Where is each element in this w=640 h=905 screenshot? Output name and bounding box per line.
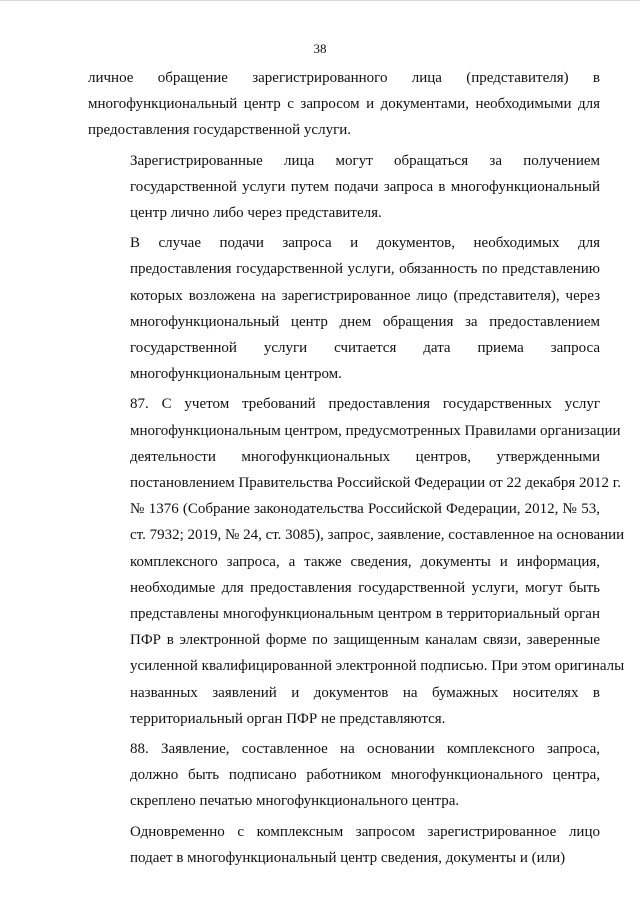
text-line: личное обращение зарегистрированного лица (представителя) в: [88, 70, 600, 86]
text-line: В случае подачи запроса и документов, необходимых для: [130, 235, 600, 252]
text-line: 88. Заявление, составленное на основании комплексного запроса,: [130, 741, 600, 758]
text-line: которых возложена на зарегистрированное лицо (представителя), через: [130, 287, 600, 304]
text-line: должно быть подписано работником многофункционального центра,: [130, 767, 600, 784]
text-line: № 1376 (Собрание законодательства Российской Федерации, 2012, № 53,: [130, 501, 600, 518]
text-line: ПФР в электронной форме по защищенным каналам связи, заверенные: [130, 632, 600, 649]
text-line: Одновременно с комплексным запросом зарегистрированное лицо: [130, 823, 600, 840]
page-number: 38: [313, 41, 327, 56]
text-line: ст. 7932; 2019, № 24, ст. 3085), запрос, заявление, составленное на основании: [130, 527, 625, 544]
text-line: названных заявлений и документов на бумажных носителях в: [130, 684, 600, 701]
paragraph-3: [88, 391, 625, 732]
paragraph-5: [88, 819, 600, 871]
text-line: комплексного запроса, а также сведения, документы и информация,: [130, 553, 600, 570]
text-line: предоставления государственной услуги, обязанность по представлению: [130, 261, 600, 278]
text-line: Зарегистрированные лица могут обращаться за получением: [130, 152, 600, 169]
paragraph-4: [88, 736, 600, 815]
paragraph-2: [88, 230, 600, 387]
text-line: центр лично либо через представителя.: [130, 205, 382, 222]
text-line: многофункциональный центр с запросом и документами, необходимыми для: [88, 96, 600, 113]
top-rule: [0, 0, 640, 1]
paragraph-0: [88, 65, 600, 144]
text-line: многофункциональным центром, предусмотренных Правилами организации: [130, 422, 621, 439]
text-line: представлены многофункциональным центром в территориальный орган: [130, 606, 600, 623]
text-line: предоставления государственной услуги.: [88, 122, 352, 139]
document-body: [88, 65, 625, 875]
text-line: необходимые для предоставления государственной услуги, могут быть: [130, 579, 600, 596]
text-line: скреплено печатью многофункционального центра.: [130, 793, 460, 810]
text-line: постановлением Правительства Российской Федерации от 22 декабря 2012 г.: [130, 475, 621, 492]
paragraph-1: [88, 148, 600, 227]
text-line: государственной услуги считается дата приема запроса: [130, 340, 600, 357]
text-line: усиленной квалифицированной электронной подписью. При этом оригиналы: [130, 658, 625, 675]
text-line: подает в многофункциональный центр сведения, документы и (или): [130, 849, 566, 866]
text-line: территориальный орган ПФР не представляются.: [130, 710, 446, 727]
text-line: деятельности многофункциональных центров, утвержденными: [130, 448, 600, 465]
text-line: государственной услуги путем подачи запроса в многофункциональный: [130, 178, 600, 195]
text-line: 87. С учетом требований предоставления государственных услуг: [130, 396, 600, 413]
text-line: многофункциональный центр днем обращения за предоставлением: [130, 313, 600, 330]
text-line: многофункциональным центром.: [130, 366, 342, 383]
